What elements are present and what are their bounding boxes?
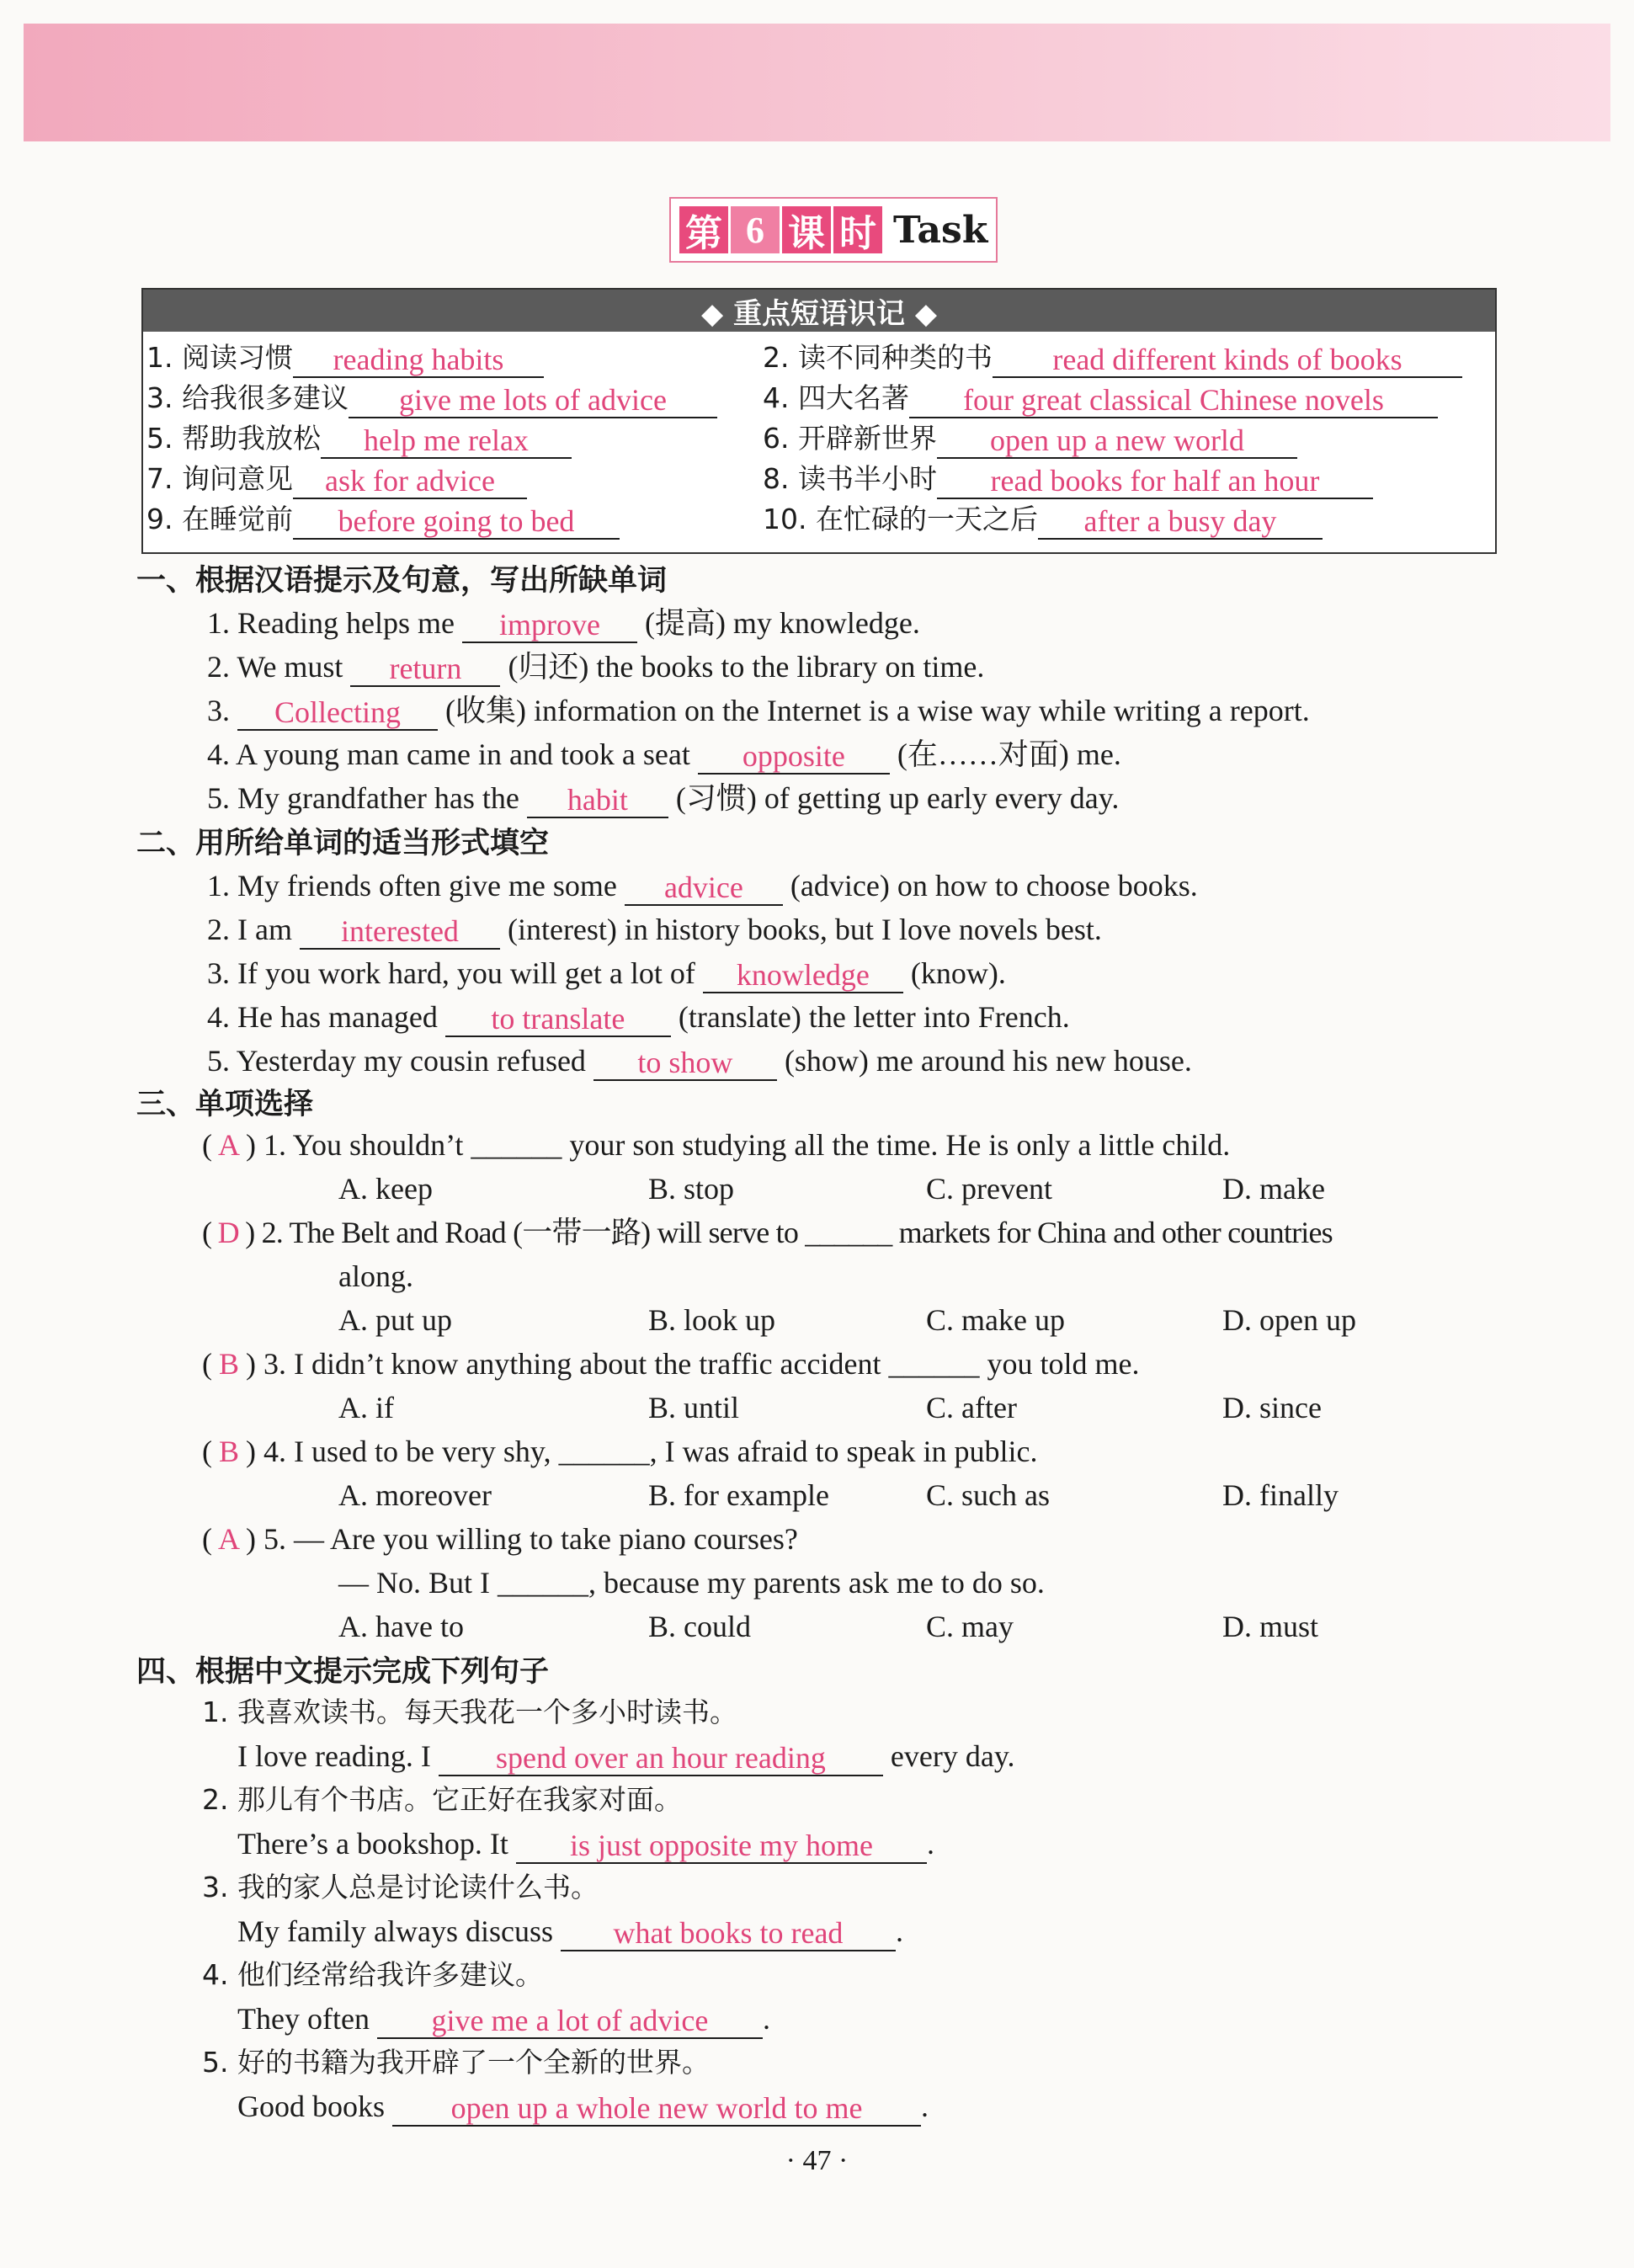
answer-blank: spend over an hour reading (439, 1741, 883, 1776)
phrase-item: 6. 开辟新世界 open up a new world (763, 418, 1297, 458)
mc-question: ( A ) 1. You shouldn’t ______ your son studying all the time. He is only a little child. (202, 1125, 1230, 1165)
phrase-answer: give me lots of advice (349, 383, 717, 418)
mc-option: B. look up (648, 1303, 776, 1337)
translation-prompt: 1. 我喜欢读书。每天我花一个多小时读书。 (202, 1696, 737, 1728)
phrase-item: 5. 帮助我放松 help me relax (146, 418, 572, 458)
lesson-number: 6 (731, 206, 780, 253)
mc-option: D. finally (1222, 1478, 1339, 1512)
fill-blank-item: 3. If you work hard, you will get a lot of knowledge (know). (207, 956, 1006, 992)
mc-option: C. prevent (926, 1172, 1052, 1206)
mc-option: A. have to (338, 1610, 464, 1643)
translation-prompt: 3. 我的家人总是讨论读什么书。 (202, 1871, 599, 1903)
mc-question: ( B ) 4. I used to be very shy, ______, I was afraid to speak in public. (202, 1431, 1037, 1472)
mc-option: D. since (1222, 1391, 1322, 1424)
translation-prompt: 5. 好的书籍为我开辟了一个全新的世界。 (202, 2046, 710, 2079)
phrase-item: 7. 询问意见 ask for advice (146, 458, 527, 498)
mc-answer: D (217, 1216, 239, 1249)
lesson-title-char: 时 (833, 206, 882, 253)
answer-blank: interested (300, 914, 500, 950)
translation-answer-line: There’s a bookshop. It is just opposite my home . (237, 1827, 934, 1862)
mc-option: B. stop (648, 1172, 735, 1206)
phrase-item: 9. 在睡觉前 before going to bed (146, 498, 620, 539)
mc-option: B. until (648, 1391, 740, 1424)
phrase-answer: reading habits (293, 343, 544, 378)
phrase-item: 2. 读不同种类的书 read different kinds of books (763, 337, 1462, 377)
mc-answer: A (218, 1522, 240, 1556)
mc-option: D. open up (1222, 1303, 1356, 1337)
phrase-answer: help me relax (321, 423, 572, 459)
phrase-item: 10. 在忙碌的一天之后 after a busy day (763, 498, 1323, 539)
phrase-answer: read books for half an hour (937, 464, 1373, 499)
fill-blank-item: 2. We must return (归还) the books to the library on time. (207, 650, 985, 685)
mc-question-continued: — No. But I ______, because my parents ask me to do so. (338, 1566, 1045, 1600)
translation-answer-line: Good books open up a whole new world to me . (237, 2090, 929, 2125)
answer-blank: opposite (698, 739, 890, 775)
mc-option: C. such as (926, 1478, 1050, 1512)
phrase-answer: after a busy day (1038, 504, 1323, 540)
mc-option: A. moreover (338, 1478, 492, 1512)
fill-blank-item: 4. A young man came in and took a seat opposite (在……对面) me. (207, 737, 1121, 773)
phrase-answer: before going to bed (293, 504, 620, 540)
key-phrases-header: ◆ 重点短语识记 ◆ (143, 290, 1495, 332)
answer-blank: improve (462, 608, 637, 643)
fill-blank-item: 5. My grandfather has the habit (习惯) of getting up early every day. (207, 781, 1120, 817)
key-phrases-grid (143, 332, 1495, 552)
mc-answer: B (218, 1435, 239, 1468)
section-title: 三、单项选择 (136, 1088, 314, 1121)
phrase-answer: four great classical Chinese novels (909, 383, 1438, 418)
lesson-title-char: 课 (782, 206, 831, 253)
fill-blank-item: 5. Yesterday my cousin refused to show (show) me around his new house. (207, 1044, 1192, 1079)
answer-blank: open up a whole new world to me (392, 2091, 921, 2127)
translation-prompt: 4. 他们经常给我许多建议。 (202, 1958, 543, 1991)
answer-blank: habit (527, 783, 668, 818)
mc-question: ( A ) 5. — Are you willing to take piano courses? (202, 1519, 798, 1559)
mc-answer: B (218, 1347, 239, 1381)
mc-option: C. after (926, 1391, 1017, 1424)
answer-blank: is just opposite my home (516, 1829, 927, 1864)
mc-option: D. make (1222, 1172, 1325, 1206)
mc-option: C. make up (926, 1303, 1065, 1337)
mc-option: D. must (1222, 1610, 1319, 1643)
phrase-answer: open up a new world (937, 423, 1297, 459)
phrase-item: 8. 读书半小时 read books for half an hour (763, 458, 1373, 498)
fill-blank-item: 4. He has managed to translate (translate) the letter into French. (207, 1000, 1070, 1036)
phrase-item: 3. 给我很多建议 give me lots of advice (146, 377, 717, 418)
phrase-answer: ask for advice (293, 464, 527, 499)
section-title: 一、根据汉语提示及句意，写出所缺单词 (136, 564, 668, 598)
section-title: 四、根据中文提示完成下列句子 (136, 1655, 550, 1689)
answer-blank: to translate (445, 1002, 671, 1037)
answer-blank: to show (593, 1046, 777, 1081)
answer-blank: give me a lot of advice (377, 2004, 763, 2039)
mc-question: ( B ) 3. I didn’t know anything about the traffic accident ______ you told me. (202, 1344, 1139, 1384)
translation-answer-line: I love reading. I spend over an hour reading every day. (237, 1739, 1015, 1775)
top-decor-band (24, 24, 1610, 141)
fill-blank-item: 1. Reading helps me improve (提高) my knowledge. (207, 606, 920, 642)
mc-option: C. may (926, 1610, 1014, 1643)
lesson-title-char: 第 (679, 206, 728, 253)
fill-blank-item: 2. I am interested (interest) in history books, but I love novels best. (207, 913, 1102, 948)
fill-blank-item: 1. My friends often give me some advice (advice) on how to choose books. (207, 869, 1198, 904)
answer-blank: Collecting (237, 695, 438, 731)
section-title: 二、用所给单词的适当形式填空 (136, 827, 550, 860)
key-phrases-box (141, 288, 1497, 554)
lesson-task-label: Task (893, 208, 988, 252)
mc-question-continued: along. (338, 1259, 413, 1293)
phrase-answer: read different kinds of books (993, 343, 1462, 378)
mc-option: B. could (648, 1610, 751, 1643)
translation-answer-line: My family always discuss what books to read . (237, 1914, 903, 1950)
mc-option: A. keep (338, 1172, 433, 1206)
phrase-item: 1. 阅读习惯 reading habits (146, 337, 544, 377)
answer-blank: advice (625, 870, 783, 906)
phrase-item: 4. 四大名著 four great classical Chinese novels (763, 377, 1438, 418)
fill-blank-item: 3. Collecting (收集) information on the Internet is a wise way while writing a report. (207, 694, 1310, 729)
translation-prompt: 2. 那儿有个书店。它正好在我家对面。 (202, 1783, 682, 1816)
answer-blank: what books to read (561, 1916, 896, 1951)
mc-question: ( D ) 2. The Belt and Road (一带一路) will serve to ______ markets for China and other countries (202, 1212, 1333, 1253)
mc-option: A. if (338, 1391, 394, 1424)
answer-blank: return (350, 652, 500, 687)
page-number: · 47 · (785, 2145, 849, 2176)
lesson-title (669, 197, 998, 263)
mc-answer: A (218, 1128, 240, 1162)
mc-option: B. for example (648, 1478, 829, 1512)
answer-blank: knowledge (703, 958, 903, 993)
mc-option: A. put up (338, 1303, 452, 1337)
translation-answer-line: They often give me a lot of advice . (237, 2002, 770, 2037)
